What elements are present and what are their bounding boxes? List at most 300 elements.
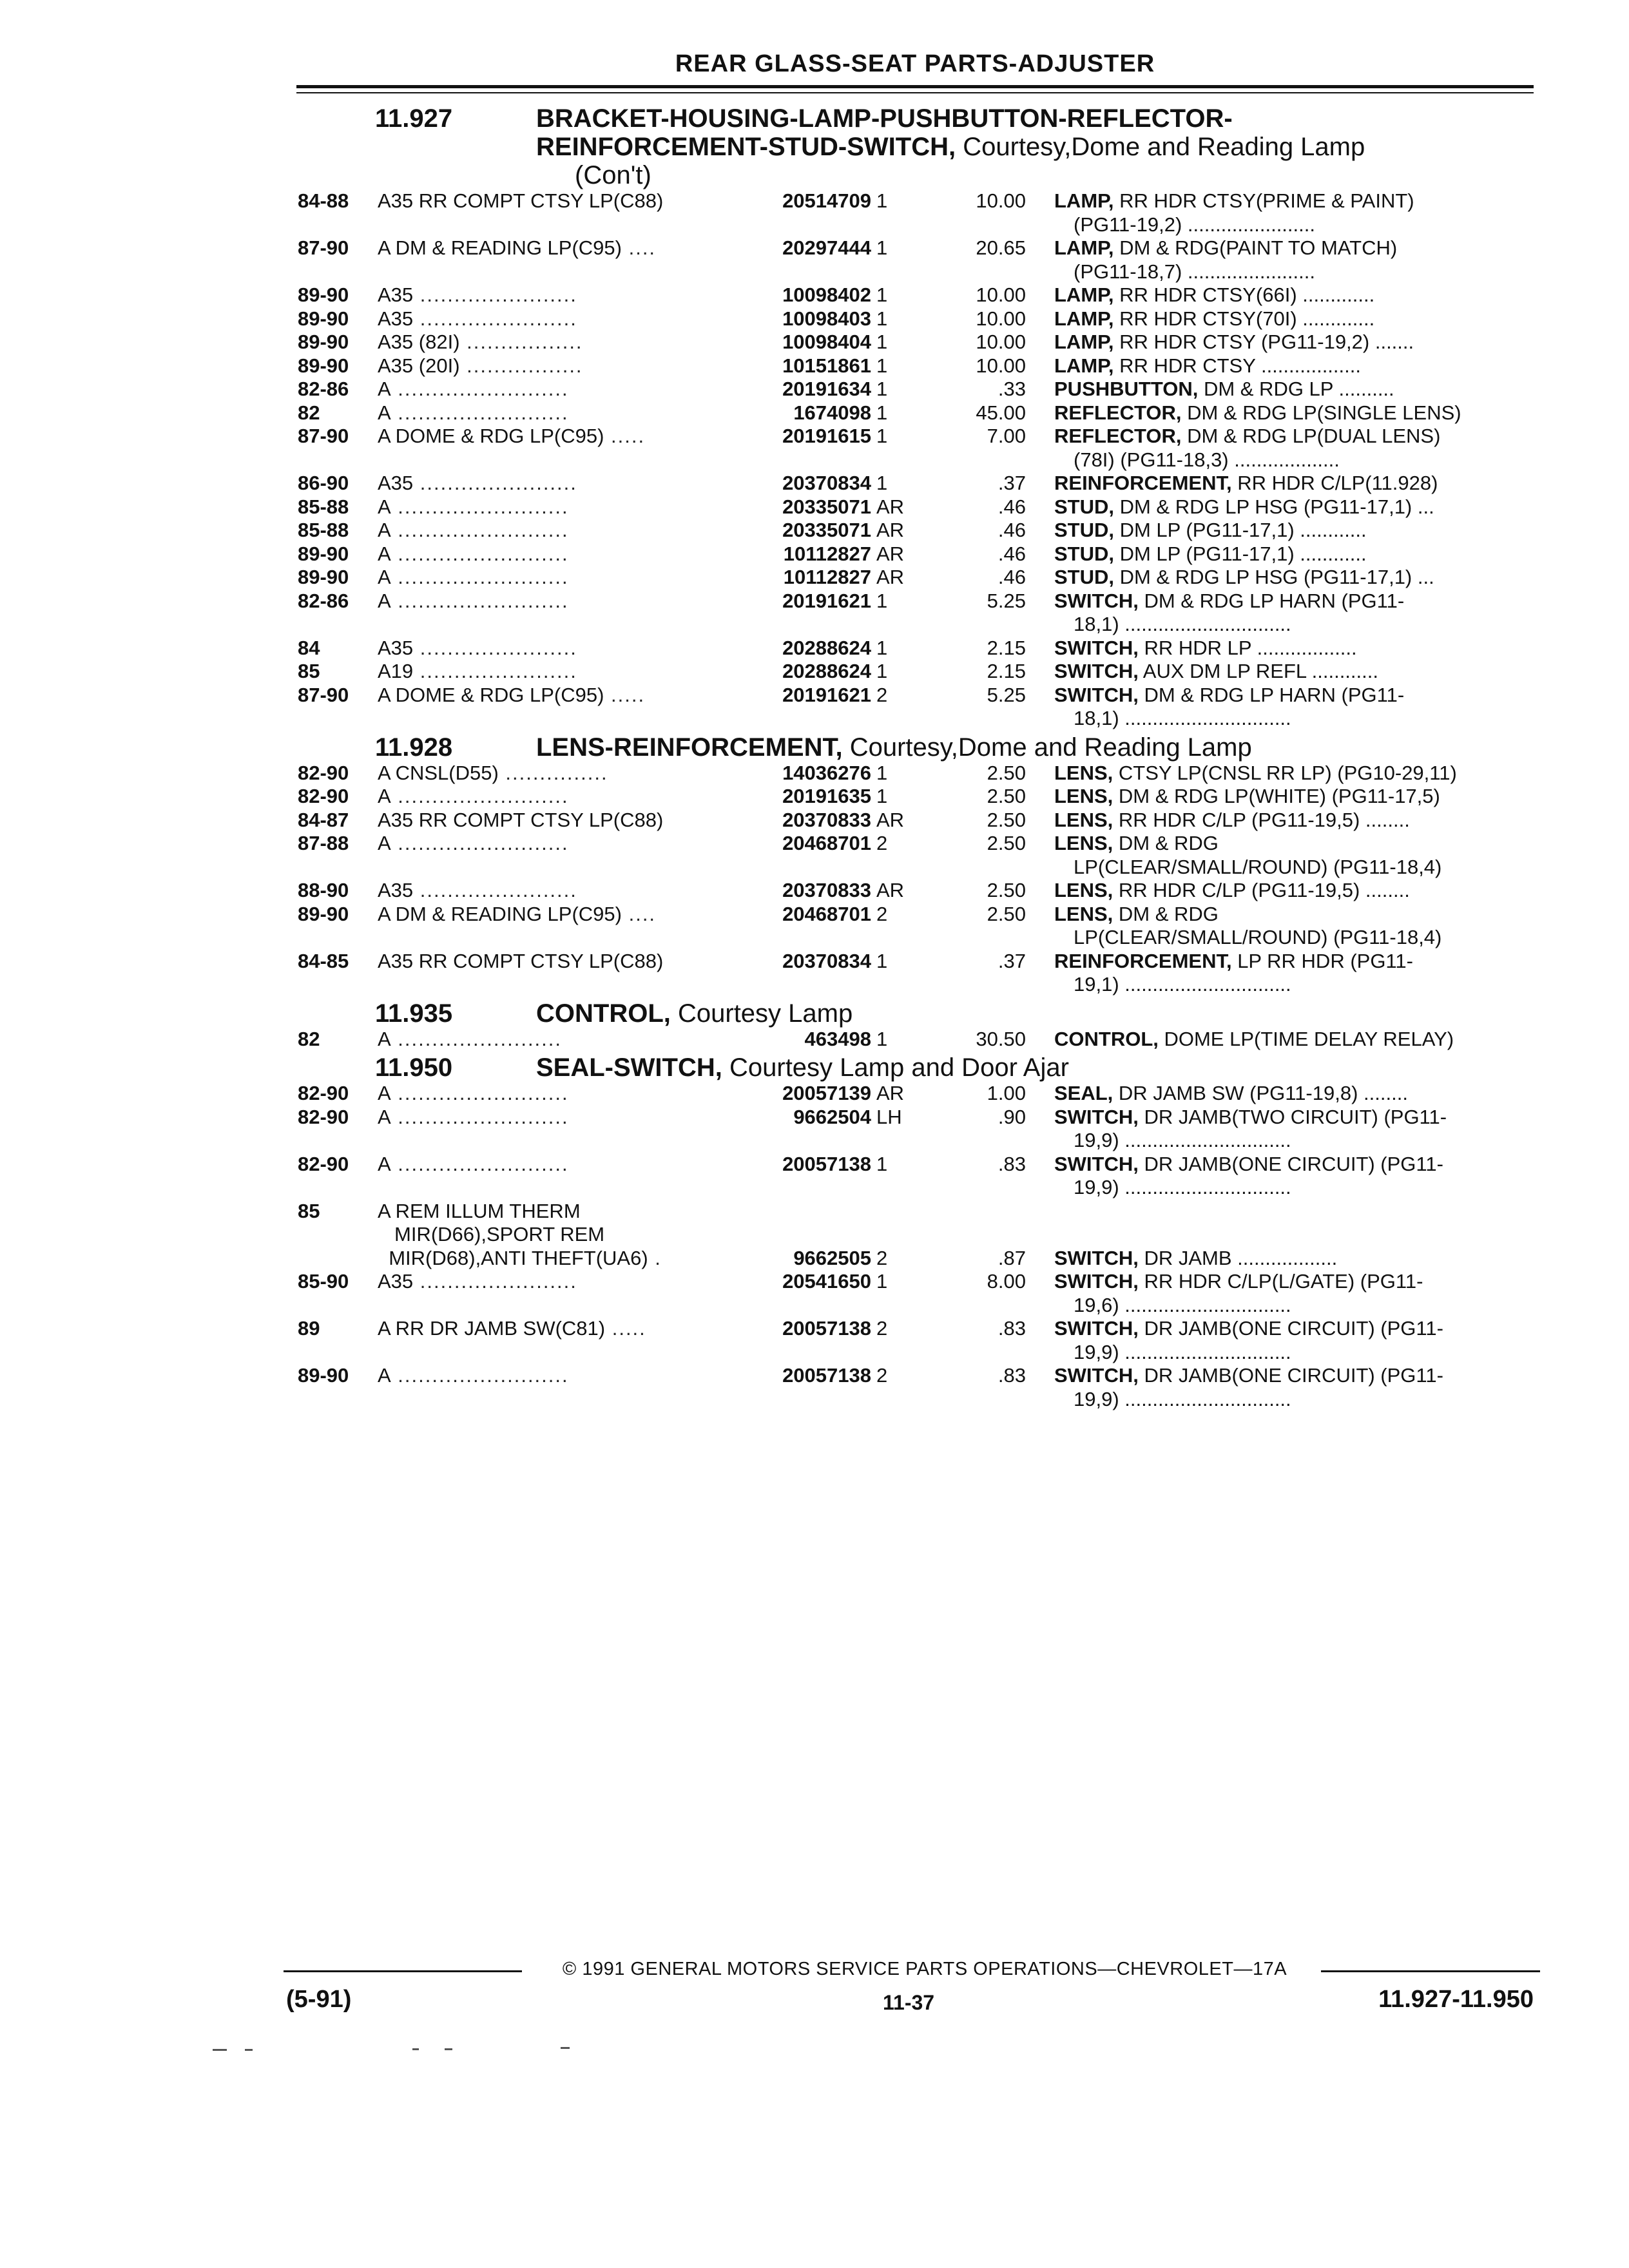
part-name-bold: REINFORCEMENT, (1054, 472, 1232, 494)
table-row (298, 1106, 1522, 1153)
footer-date: (5-91) (286, 1986, 352, 2013)
model-years: 89 (298, 1317, 320, 1340)
part-name (1054, 1028, 1522, 1052)
table-row (298, 950, 1522, 997)
quantity: AR (876, 808, 905, 831)
table-row (298, 472, 1522, 495)
part-number: 10098402 (738, 284, 871, 307)
section-number: 11.928 (375, 733, 453, 762)
header-rule (296, 85, 1534, 88)
table-row (298, 1317, 1522, 1364)
part-name-rest: DR JAMB(ONE CIRCUIT) (PG11- (1138, 1152, 1443, 1175)
page-title: REAR GLASS-SEAT PARTS-ADJUSTER (675, 50, 1155, 77)
part-name-rest: DR JAMB SW (PG11-19,8) ........ (1113, 1082, 1408, 1104)
part-name-bold: SWITCH, (1054, 683, 1139, 706)
part-name-bold: STUD, (1054, 519, 1114, 541)
part-number: 20370833 (738, 809, 871, 832)
section-title (536, 104, 1522, 189)
model-years: 84-87 (298, 808, 349, 831)
section-title (536, 999, 1522, 1028)
quantity: AR (876, 495, 905, 518)
part-name-rest: DM & RDG LP HSG (PG11-17,1) ... (1114, 495, 1434, 518)
part-name (1054, 879, 1522, 903)
footer-section-range: 11.927-11.950 (1378, 1986, 1534, 2013)
description-text: A35 RR COMPT CTSY LP(C88) (378, 808, 664, 831)
section-title-bold: SEAL-SWITCH, (536, 1053, 722, 1082)
part-name-bold: LENS, (1054, 785, 1113, 807)
part-name (1054, 307, 1522, 331)
description-continued-line (298, 1223, 1522, 1247)
part-name-bold: LAMP, (1054, 189, 1114, 212)
part-number: 20057138 (738, 1153, 871, 1177)
section-title-bold: LENS-REINFORCEMENT, (536, 733, 843, 762)
model-years: 89-90 (298, 1364, 349, 1387)
model-years: 82-86 (298, 589, 349, 612)
description-text: A DOME & RDG LP(C95) (378, 683, 604, 706)
section-title (536, 733, 1522, 762)
part-name (1054, 566, 1522, 590)
quantity: 2 (876, 683, 888, 706)
part-name-continued: 19,6) .............................. (1074, 1293, 1291, 1316)
section-title-bold: CONTROL, (536, 999, 671, 1028)
part-name-bold: SEAL, (1054, 1082, 1113, 1104)
quantity: 1 (876, 1270, 888, 1293)
part-number: 9662505 (738, 1247, 871, 1271)
part-name-bold: LAMP, (1054, 284, 1114, 306)
quantity: 1 (876, 1152, 888, 1175)
section-heading (298, 1051, 1522, 1082)
model-years: 89-90 (298, 354, 349, 377)
scan-speck (213, 2049, 227, 2051)
price: .37 (998, 472, 1026, 494)
price: .83 (998, 1152, 1026, 1175)
leader-dots: ................. (459, 331, 583, 353)
table-row (298, 189, 1522, 236)
part-name (1054, 1270, 1522, 1317)
part-name-rest: RR HDR C/LP(11.928) (1231, 472, 1438, 494)
part-name-rest: RR HDR C/LP(L/GATE) (PG11- (1138, 1270, 1423, 1293)
leader-dots: ........................ (390, 1027, 563, 1050)
part-name-bold: LENS, (1054, 832, 1113, 854)
model-years: 85 (298, 660, 320, 682)
part-number: 20370834 (738, 950, 871, 974)
quantity: 1 (876, 189, 888, 212)
table-row (298, 354, 1522, 378)
part-name (1054, 401, 1522, 425)
scan-speck (445, 2048, 452, 2050)
part-name-rest: RR HDR C/LP (PG11-19,5) ........ (1113, 879, 1410, 901)
part-name-rest: DOME LP(TIME DELAY RELAY) (1158, 1027, 1454, 1050)
part-name-rest: DM & RDG LP HARN (PG11- (1138, 589, 1405, 612)
part-name-continued: (PG11-19,2) ....................... (1074, 213, 1315, 236)
part-number: 463498 (738, 1028, 871, 1052)
model-years: 88-90 (298, 879, 349, 901)
part-name-bold: STUD, (1054, 542, 1114, 565)
model-years: 82-90 (298, 1105, 349, 1128)
leader-dots: ......................... (390, 589, 569, 612)
part-name-continued: 18,1) .............................. (1074, 613, 1291, 635)
table-row (298, 236, 1522, 284)
part-number: 20514709 (738, 189, 871, 213)
part-name (1054, 236, 1522, 284)
part-name (1054, 495, 1522, 519)
part-name-bold: SWITCH, (1054, 1246, 1139, 1269)
leader-dots: ....................... (413, 1270, 577, 1293)
footer-rule-right (1321, 1970, 1540, 1972)
price: .46 (998, 542, 1026, 565)
part-name-continued: (78I) (PG11-18,3) ................... (1074, 448, 1340, 471)
part-name-rest: DM LP (PG11-17,1) ............ (1114, 542, 1367, 565)
leader-dots: ......................... (390, 519, 569, 541)
section-title-continued: (Con't) (575, 161, 651, 189)
quantity: LH (876, 1105, 902, 1128)
price: .83 (998, 1317, 1026, 1340)
price: 5.25 (987, 589, 1026, 612)
part-name-bold: LAMP, (1054, 331, 1114, 353)
application-description (378, 1200, 1016, 1224)
price: .83 (998, 1364, 1026, 1387)
part-name (1054, 832, 1522, 879)
part-name (1054, 1106, 1522, 1153)
part-name-bold: SWITCH, (1054, 636, 1139, 659)
part-name-bold: LENS, (1054, 761, 1113, 784)
part-name-bold: LAMP, (1054, 236, 1114, 259)
price: 10.00 (976, 354, 1026, 377)
description-text: A35 (378, 1270, 414, 1293)
section-title-rest: Courtesy Lamp and Door Ajar (722, 1053, 1069, 1082)
description-text: A CNSL(D55) (378, 761, 499, 784)
part-name (1054, 762, 1522, 785)
leader-dots: .... (621, 902, 657, 925)
quantity: 1 (876, 331, 888, 353)
section-number: 11.935 (375, 999, 453, 1028)
part-name-bold: SWITCH, (1054, 1152, 1139, 1175)
quantity: 1 (876, 401, 888, 424)
description-text: A35 (82I) (378, 331, 460, 353)
section-title-rest: Courtesy,Dome and Reading Lamp (842, 733, 1252, 762)
part-name (1054, 378, 1522, 401)
part-number: 10112827 (738, 566, 871, 590)
table-row (298, 519, 1522, 543)
description-text: A RR DR JAMB SW(C81) (378, 1317, 606, 1340)
model-years: 86-90 (298, 472, 349, 494)
table-row (298, 684, 1522, 731)
part-name-bold: REINFORCEMENT, (1054, 949, 1232, 972)
section-title-bold: BRACKET-HOUSING-LAMP-PUSHBUTTON-REFLECTOR- (536, 104, 1233, 133)
description-text: A REM ILLUM THERM (378, 1199, 581, 1222)
model-years: 84 (298, 636, 320, 659)
table-row (298, 1153, 1522, 1200)
leader-dots: ......................... (390, 1364, 569, 1387)
leader-dots: ....................... (413, 636, 577, 659)
quantity: AR (876, 1082, 905, 1104)
part-name-bold: LENS, (1054, 879, 1113, 901)
part-name (1054, 284, 1522, 307)
model-years: 82 (298, 401, 320, 424)
price: 30.50 (976, 1027, 1026, 1050)
part-name (1054, 1082, 1522, 1106)
part-name-bold: REFLECTOR, (1054, 401, 1182, 424)
quantity: AR (876, 542, 905, 565)
price: 10.00 (976, 307, 1026, 330)
table-row (298, 1364, 1522, 1411)
part-name-continued: (PG11-18,7) ....................... (1074, 260, 1315, 283)
leader-dots: ............... (498, 761, 608, 784)
part-name (1054, 637, 1522, 660)
description-text: A (378, 519, 391, 541)
part-name-bold: SWITCH, (1054, 589, 1139, 612)
table-row (298, 590, 1522, 637)
leader-dots: ......................... (390, 1152, 569, 1175)
part-name-continued: LP(CLEAR/SMALL/ROUND) (PG11-18,4) (1074, 926, 1442, 948)
description-text: A35 (378, 636, 414, 659)
quantity: 2 (876, 902, 888, 925)
scan-speck (245, 2049, 253, 2051)
price: 2.50 (987, 832, 1026, 854)
part-name-bold: SWITCH, (1054, 1270, 1139, 1293)
model-years: 82 (298, 1027, 320, 1050)
part-name-rest: DR JAMB(TWO CIRCUIT) (PG11- (1138, 1105, 1447, 1128)
leader-dots: ....................... (413, 284, 577, 306)
quantity: 2 (876, 1364, 888, 1387)
description-text: A (378, 401, 391, 424)
price: .33 (998, 378, 1026, 400)
quantity: 1 (876, 378, 888, 400)
part-name-rest: DM & RDG (1113, 832, 1219, 854)
part-name-continued: 18,1) .............................. (1074, 707, 1291, 729)
description-text: A (378, 1364, 391, 1387)
quantity: 2 (876, 1317, 888, 1340)
part-name (1054, 189, 1522, 236)
price: 10.00 (976, 189, 1026, 212)
part-name-continued: 19,9) .............................. (1074, 1176, 1291, 1198)
section-heading (298, 997, 1522, 1028)
quantity: 1 (876, 636, 888, 659)
leader-dots: ......................... (390, 832, 569, 854)
part-number: 20288624 (738, 637, 871, 660)
part-name-rest: DM & RDG LP HARN (PG11- (1138, 683, 1405, 706)
part-name-rest: RR HDR CTSY(70I) ............. (1113, 307, 1375, 330)
price: 20.65 (976, 236, 1026, 259)
part-number: 20335071 (738, 495, 871, 519)
table-row (298, 903, 1522, 950)
model-years: 89-90 (298, 284, 349, 306)
quantity: 1 (876, 472, 888, 494)
description-text: A (378, 566, 391, 588)
model-years: 85-90 (298, 1270, 349, 1293)
leader-dots: ......................... (390, 785, 569, 807)
table-row (298, 566, 1522, 590)
part-name-rest: LP RR HDR (PG11- (1231, 949, 1413, 972)
model-years: 87-90 (298, 683, 349, 706)
footer-copyright: © 1991 GENERAL MOTORS SERVICE PARTS OPERATIONS—CHEVROLET—17A (562, 1959, 1287, 1979)
description-text: A (378, 589, 391, 612)
table-row (298, 543, 1522, 566)
quantity: 1 (876, 284, 888, 306)
model-years: 89-90 (298, 566, 349, 588)
model-years: 89-90 (298, 542, 349, 565)
part-name-bold: LENS, (1054, 902, 1113, 925)
price: 2.50 (987, 808, 1026, 831)
description-text: A (378, 1105, 391, 1128)
quantity: AR (876, 879, 905, 901)
price: 2.15 (987, 636, 1026, 659)
part-name (1054, 684, 1522, 731)
model-years: 84-88 (298, 189, 349, 212)
quantity: 1 (876, 785, 888, 807)
table-row (298, 809, 1522, 832)
part-name (1054, 950, 1522, 997)
part-name-rest: DM & RDG LP(SINGLE LENS) (1181, 401, 1461, 424)
parts-listing (298, 102, 1522, 1411)
part-name (1054, 785, 1522, 809)
part-name-bold: SWITCH, (1054, 660, 1139, 682)
leader-dots: ......................... (390, 495, 569, 518)
price: 2.50 (987, 785, 1026, 807)
part-number: 20191635 (738, 785, 871, 809)
table-row (298, 378, 1522, 401)
part-name (1054, 809, 1522, 832)
part-name-rest: DM & RDG (1113, 902, 1219, 925)
part-name-bold: PUSHBUTTON, (1054, 378, 1199, 400)
part-name-bold: REFLECTOR, (1054, 425, 1182, 447)
section-title-rest: Courtesy Lamp (670, 999, 853, 1028)
quantity: 1 (876, 949, 888, 972)
quantity: 1 (876, 660, 888, 682)
part-name-bold: LAMP, (1054, 354, 1114, 377)
part-name-bold: SWITCH, (1054, 1364, 1139, 1387)
table-row (298, 762, 1522, 785)
quantity: 1 (876, 761, 888, 784)
leader-dots: ....................... (413, 879, 577, 901)
quantity: 1 (876, 354, 888, 377)
part-name-rest: RR HDR CTSY(66I) ............. (1113, 284, 1375, 306)
model-years: 82-90 (298, 785, 349, 807)
part-number: 10112827 (738, 543, 871, 566)
price: 2.50 (987, 902, 1026, 925)
model-years: 87-88 (298, 832, 349, 854)
part-number: 9662504 (738, 1106, 871, 1129)
part-number: 1674098 (738, 401, 871, 425)
leader-dots: ......................... (390, 378, 569, 400)
part-number: 20057138 (738, 1364, 871, 1388)
section-title-line2-bold: REINFORCEMENT-STUD-SWITCH, (536, 133, 956, 161)
model-years: 89-90 (298, 331, 349, 353)
leader-dots: ................. (459, 354, 583, 377)
price: .90 (998, 1105, 1026, 1128)
part-name (1054, 1153, 1522, 1200)
price: .46 (998, 566, 1026, 588)
leader-dots: ..... (605, 1317, 646, 1340)
description-text: A (378, 1027, 391, 1050)
table-row (298, 284, 1522, 307)
part-name-rest: AUX DM LP REFL ............ (1138, 660, 1378, 682)
table-row (298, 1082, 1522, 1106)
section-title-line2 (536, 133, 1522, 161)
part-name-rest: DM LP (PG11-17,1) ............ (1114, 519, 1367, 541)
quantity: 2 (876, 832, 888, 854)
part-name-rest: CTSY LP(CNSL RR LP) (PG10-29,11) (1113, 761, 1457, 784)
section-number: 11.927 (375, 104, 453, 133)
leader-dots: ....................... (413, 660, 577, 682)
price: .87 (998, 1246, 1026, 1269)
leader-dots: ......................... (390, 401, 569, 424)
part-name-rest: DR JAMB(ONE CIRCUIT) (PG11- (1138, 1364, 1443, 1387)
part-name-bold: STUD, (1054, 566, 1114, 588)
part-number: 20468701 (738, 903, 871, 927)
part-number: 14036276 (738, 762, 871, 785)
table-row (298, 401, 1522, 425)
price: .37 (998, 949, 1026, 972)
part-number: 20191634 (738, 378, 871, 401)
table-row (298, 1200, 1522, 1224)
part-name-rest: RR HDR LP .................. (1138, 636, 1357, 659)
model-years: 82-86 (298, 378, 349, 400)
part-number: 20541650 (738, 1270, 871, 1294)
part-name-continued: LP(CLEAR/SMALL/ROUND) (PG11-18,4) (1074, 855, 1442, 878)
section-heading (298, 102, 1522, 189)
part-number: 20057138 (738, 1317, 871, 1341)
model-years: 85 (298, 1199, 320, 1222)
leader-dots: ..... (604, 683, 646, 706)
part-name-rest: DR JAMB .................. (1138, 1246, 1338, 1269)
part-number: 20335071 (738, 519, 871, 543)
price: 10.00 (976, 331, 1026, 353)
model-years: 85-88 (298, 495, 349, 518)
part-name (1054, 543, 1522, 566)
price: 45.00 (976, 401, 1026, 424)
leader-dots: ......................... (390, 566, 569, 588)
part-number: 10098404 (738, 331, 871, 354)
leader-dots: .... (621, 236, 657, 259)
scan-speck (561, 2047, 570, 2049)
part-name-continued: 19,1) .............................. (1074, 973, 1291, 995)
part-number: 20191621 (738, 590, 871, 613)
quantity: 2 (876, 1246, 888, 1269)
part-name (1054, 660, 1522, 684)
table-row (298, 660, 1522, 684)
description-text: A35 RR COMPT CTSY LP(C88) (378, 949, 664, 972)
part-name-rest: DR JAMB(ONE CIRCUIT) (PG11- (1138, 1317, 1443, 1340)
leader-dots: ..... (604, 425, 646, 447)
footer-page-number: 11-37 (883, 1991, 935, 2014)
part-name (1054, 1247, 1522, 1271)
model-years: 87-90 (298, 236, 349, 259)
description-text: A19 (378, 660, 414, 682)
model-years: 82-90 (298, 1152, 349, 1175)
part-name-rest: DM & RDG LP .......... (1198, 378, 1394, 400)
description-continued-text: MIR(D66),SPORT REM (394, 1223, 605, 1245)
description-text: A (378, 1152, 391, 1175)
description-text: A (378, 495, 391, 518)
table-row (298, 637, 1522, 660)
price: 8.00 (987, 1270, 1026, 1293)
part-name-rest: DM & RDG LP(DUAL LENS) (1181, 425, 1441, 447)
part-name-bold: LENS, (1054, 808, 1113, 831)
quantity: 1 (876, 425, 888, 447)
leader-dots: ....................... (413, 307, 577, 330)
leader-dots: ......................... (390, 542, 569, 565)
table-row (298, 495, 1522, 519)
table-row (298, 331, 1522, 354)
description-text: A (378, 785, 391, 807)
quantity: 1 (876, 589, 888, 612)
part-number: 20468701 (738, 832, 871, 856)
table-row (298, 1028, 1522, 1052)
table-row (298, 425, 1522, 472)
quantity: 1 (876, 1027, 888, 1050)
description-text: A (378, 832, 391, 854)
